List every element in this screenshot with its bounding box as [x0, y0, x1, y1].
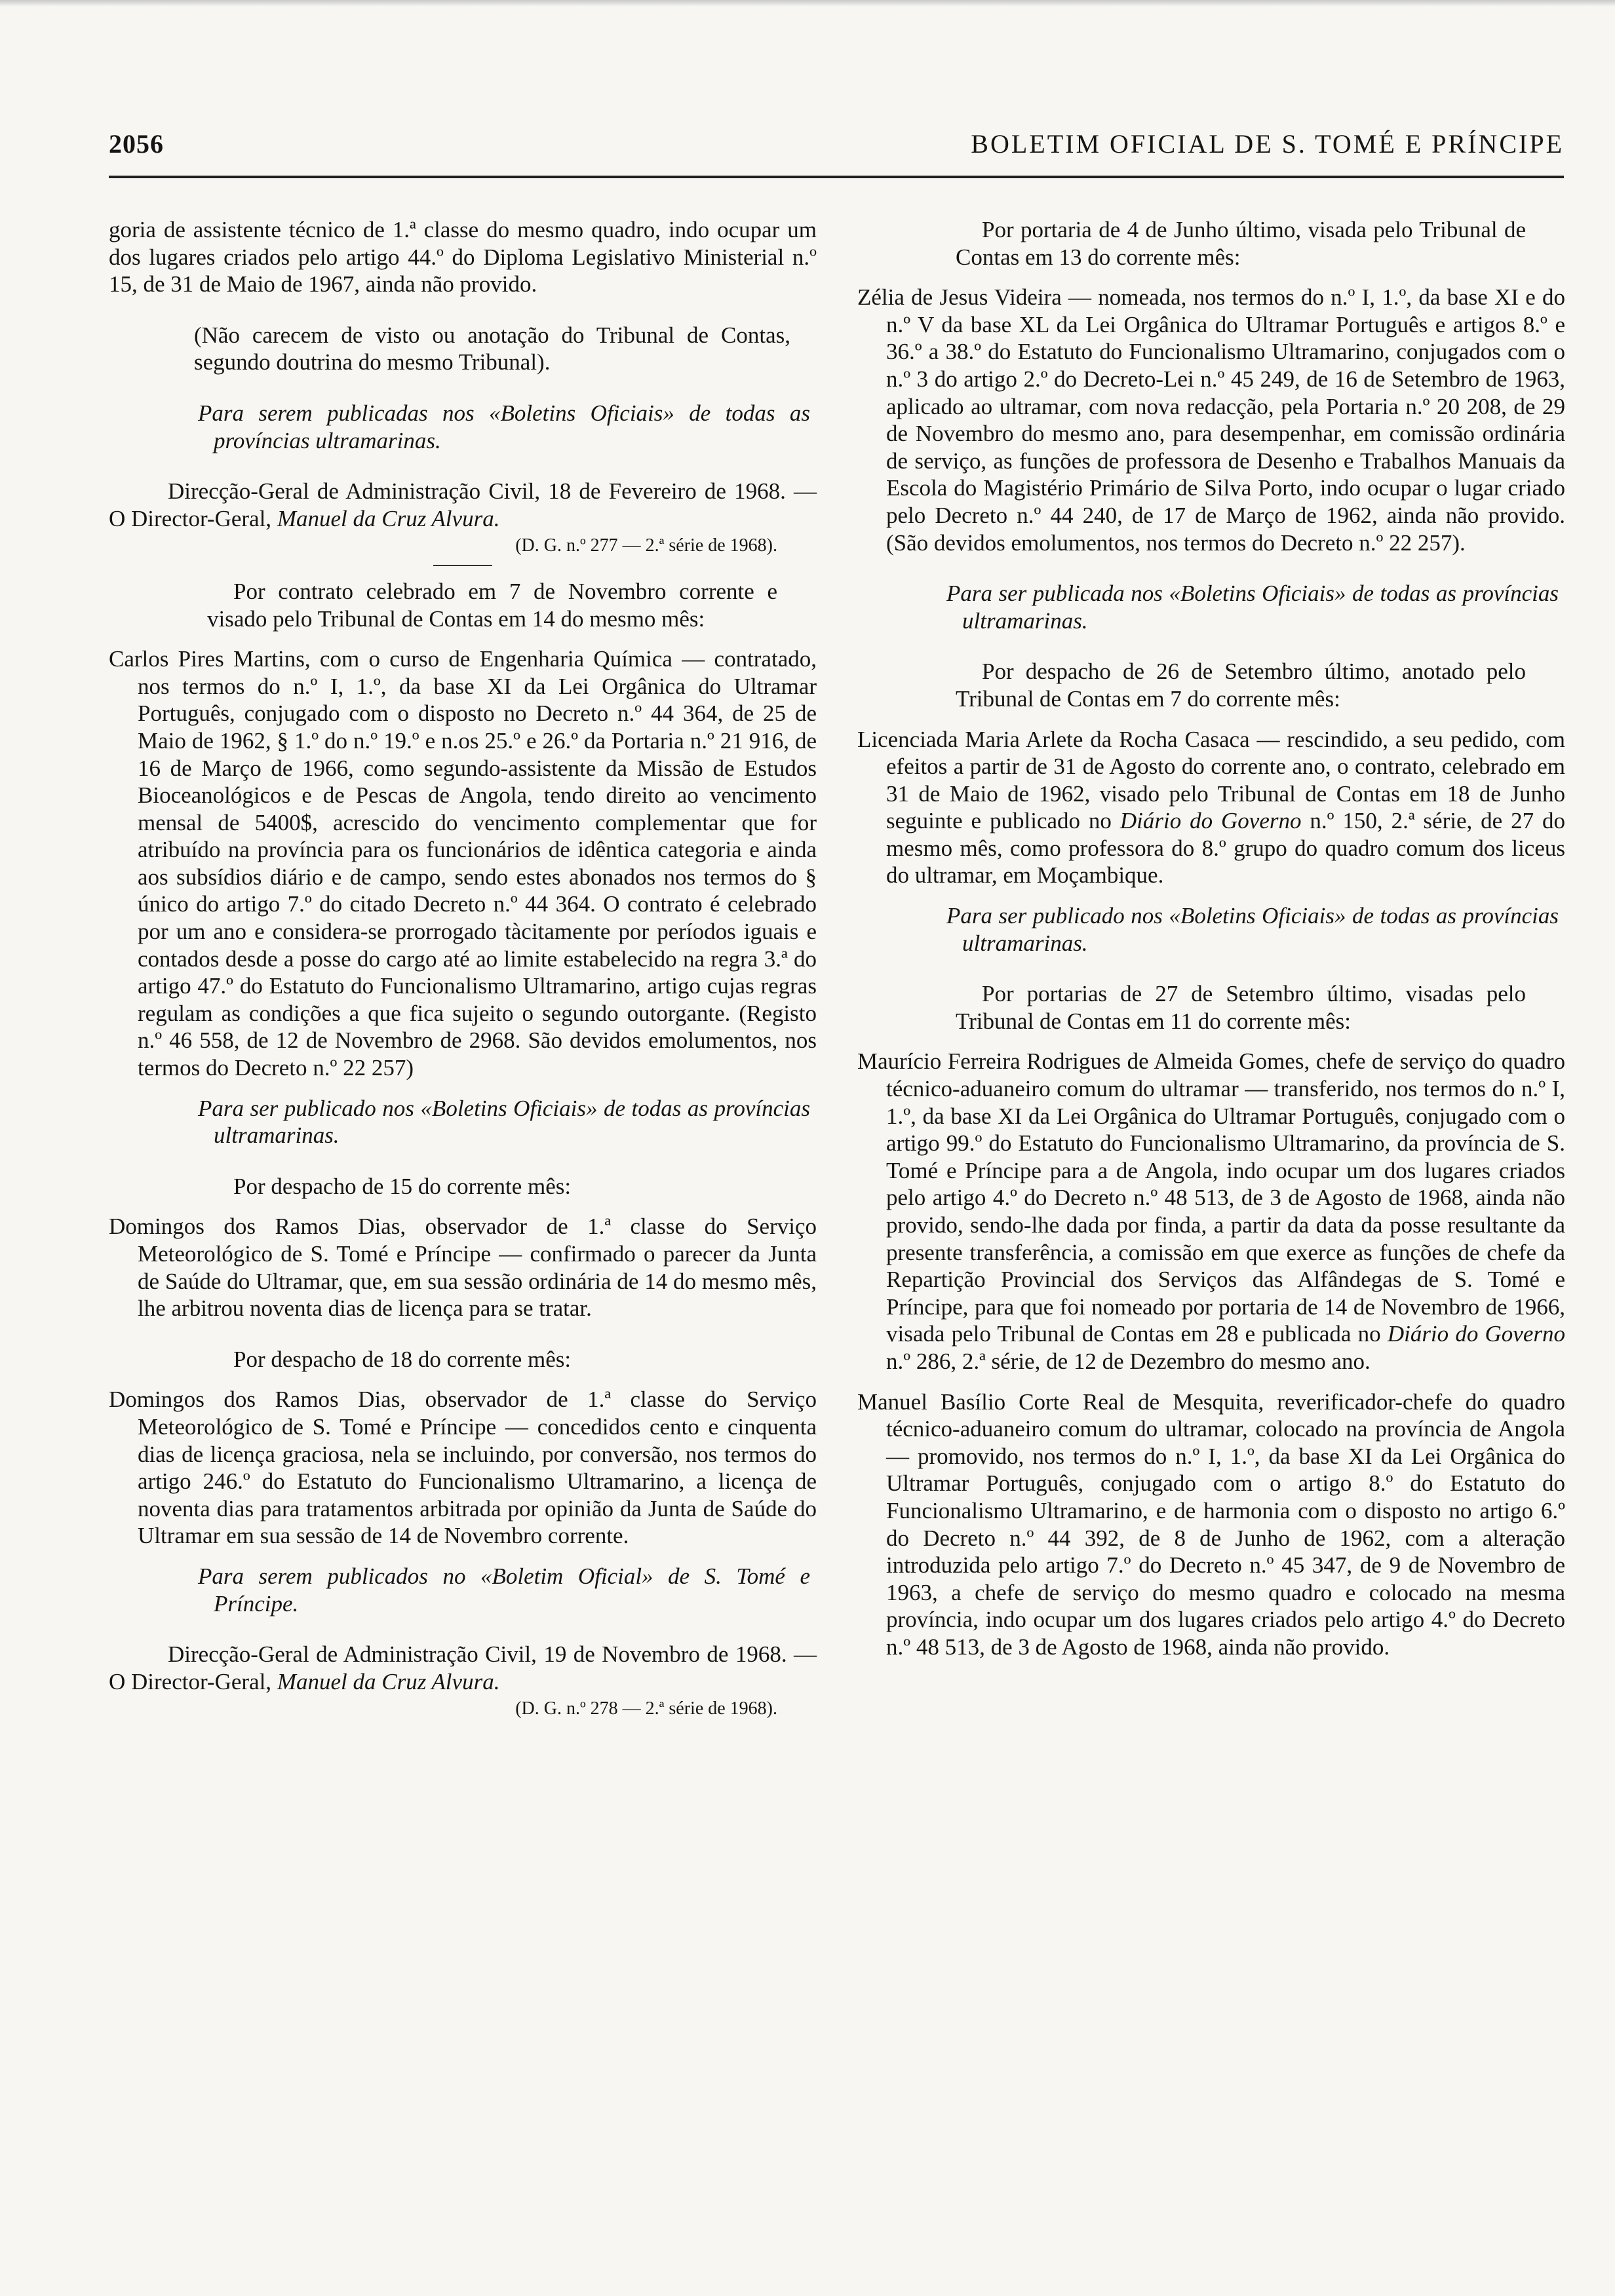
running-title: BOLETIM OFICIAL DE S. TOMÉ E PRÍNCIPE	[971, 129, 1564, 159]
publication-note: Para ser publicado nos «Boletins Oficiais» de todas as províncias ultramarinas.	[946, 903, 1559, 956]
publication-note: Para ser publicada nos «Boletins Oficiais» de todas as províncias ultramarinas.	[946, 581, 1559, 634]
dispatch-heading: Por despacho de 15 do corrente mês:	[233, 1173, 572, 1199]
gazette-reference: (D. G. n.º 278 — 2.ª série de 1968).	[515, 1698, 777, 1719]
header-rule	[109, 176, 1564, 178]
journal-title: Diário do Governo	[1387, 1321, 1565, 1347]
dispatch-heading: Por portaria de 4 de Junho último, visada pelo Tribunal de Contas em 13 do corrente mês:	[956, 217, 1526, 270]
dispatch-heading: Por portarias de 27 de Setembro último, visadas pelo Tribunal de Contas em 11 do corrente mês:	[956, 981, 1526, 1034]
page-header	[109, 128, 1564, 168]
signature-line	[109, 478, 817, 532]
entry-text: Maurício Ferreira Rodrigues de Almeida Gomes, chefe de serviço do quadro técnico-aduaneiro comum do ultramar — transferido, nos termos do n.º I, 1.º, da base XI da Lei Orgânica do Ultramar Português, conjugado com o artigo 99.º do Estatuto do Funcionalismo Ultramarino, da província de S. Tomé e Príncipe para a de Angola, indo ocupar um dos lugares criados pelo artigo 4.º do Decreto n.º 48 513, de 3 de Agosto de 1968, ainda não provido, sendo-lhe dada por finda, a partir da data da posse resultante da presente transferência, a comissão em que exerce as funções de chefe da Repartição Provincial dos Serviços das Alfândegas de S. Tomé e Príncipe, para que foi nomeado por portaria de 14 de Novembro de 1966, visada pelo Tribunal de Contas em 28 e publicada no	[857, 1048, 1565, 1347]
signature-text: Direcção-Geral de Administração Civil, 19 de Novembro de 1968. — O Director-Geral,	[109, 1641, 817, 1694]
dispatch-heading: Por contrato celebrado em 7 de Novembro corrente e visado pelo Tribunal de Contas em 14 do mesmo mês:	[207, 578, 777, 632]
appointment-entry	[857, 1048, 1565, 1375]
entry-text: Licenciada Maria Arlete da Rocha Casaca — rescindido, a seu pedido, com efeitos a partir de 31 de Agosto do corrente ano, o contrato, celebrado em 31 de Maio de 1962, visado pelo Tribunal de Contas em 18 de Junho seguinte e publicado no	[857, 726, 1565, 834]
entry-text: n.º 150, 2.ª série, de 27 do mesmo mês, como professora do 8.º grupo do quadro comum dos liceus do ultramar, em Moçambique.	[886, 808, 1566, 889]
journal-title: Diário do Governo	[1119, 808, 1302, 834]
dispatch-heading: Por despacho de 18 do corrente mês:	[233, 1346, 572, 1372]
appointment-entry	[857, 726, 1565, 890]
left-column	[109, 216, 817, 1723]
signatory-name: Manuel da Cruz Alvura.	[277, 1668, 500, 1694]
page-number: 2056	[109, 129, 164, 159]
signature-line	[109, 1641, 817, 1695]
paragraph-continuation: goria de assistente técnico de 1.ª classe do mesmo quadro, indo ocupar um dos lugares criados pelo artigo 44.º do Diploma Legislativo Ministerial n.º 15, de 31 de Maio de 1967, ainda não provido.	[109, 217, 817, 297]
gazette-reference: (D. G. n.º 277 — 2.ª série de 1968).	[515, 535, 777, 556]
appointment-entry: Domingos dos Ramos Dias, observador de 1.ª classe do Serviço Meteorológico de S. Tomé e Príncipe — confirmado o parecer da Junta de Saúde do Ultramar, que, em sua sessão ordinária de 14 do mesmo mês, lhe arbitrou noventa dias de licença para se tratar.	[109, 1214, 817, 1322]
publication-note: Para serem publicados no «Boletim Oficial» de S. Tomé e Príncipe.	[198, 1563, 810, 1617]
publication-note: Para serem publicadas nos «Boletins Oficiais» de todas as províncias ultramarinas.	[198, 400, 810, 453]
appointment-entry: Zélia de Jesus Videira — nomeada, nos termos do n.º I, 1.º, da base XI e do n.º V da base XL da Lei Orgânica do Ultramar Português e artigos 8.º e 36.º a 38.º do Estatuto do Funcionalismo Ultramarino, conjugados com o n.º 3 do artigo 2.º do Decreto-Lei n.º 45 249, de 16 de Setembro de 1963, aplicado ao ultramar, com nova redacção, pela Portaria n.º 20 208, de 29 de Novembro do mesmo ano, para desempenhar, em comissão ordinária de serviço, as funções de professora de Desenho e Trabalhos Manuais da Escola do Magistério Primário de Silva Porto, indo ocupar o lugar criado pelo Decreto n.º 44 240, de 17 de Março de 1962, ainda não provido. (São devidos emolumentos, nos termos do Decreto n.º 22 257).	[857, 284, 1565, 556]
publication-note: Para ser publicado nos «Boletins Oficiais» de todas as províncias ultramarinas.	[198, 1095, 810, 1149]
appointment-entry: Manuel Basílio Corte Real de Mesquita, reverificador-chefe do quadro técnico-aduaneiro comum do ultramar, colocado na província de Angola — promovido, nos termos do n.º I, 1.º, da base XI da Lei Orgânica do Ultramar Português, conjugado com o artigo 8.º do Estatuto do Funcionalismo Ultramarino, e de harmonia com o disposto no artigo 6.º do Decreto n.º 44 392, de 8 de Junho de 1962, com a alteração introduzida pelo artigo 7.º do Decreto n.º 45 347, de 9 de Novembro de 1963, a chefe de serviço do mesmo quadro e colocado na mesma província, indo ocupar um dos lugares criados pelo artigo 4.º do Decreto n.º 48 513, de 3 de Agosto de 1968, ainda não provido.	[857, 1388, 1565, 1660]
dispatch-heading: Por despacho de 26 de Setembro último, anotado pelo Tribunal de Contas em 7 do corrente mês:	[956, 659, 1526, 712]
visa-note: (Não carecem de visto ou anotação do Tribunal de Contas, segundo doutrina do mesmo Tribunal).	[194, 322, 790, 375]
signature-text: Direcção-Geral de Administração Civil, 18 de Fevereiro de 1968. — O Director-Geral,	[109, 478, 817, 531]
signatory-name: Manuel da Cruz Alvura.	[277, 505, 500, 531]
entry-text: n.º 286, 2.ª série, de 12 de Dezembro do mesmo ano.	[886, 1348, 1371, 1374]
right-column	[857, 216, 1565, 1661]
appointment-entry: Domingos dos Ramos Dias, observador de 1.ª classe do Serviço Meteorológico de S. Tomé e Príncipe — concedidos cento e cinquenta dias de licença graciosa, nela se incluindo, por conversão, nos termos do artigo 246.º do Estatuto do Funcionalismo Ultramarino, a licença de noventa dias para tratamentos arbitrada por opinião da Junta de Saúde do Ultramar em sua sessão de 14 de Novembro corrente.	[109, 1387, 817, 1549]
scan-edge	[0, 0, 1615, 7]
section-divider	[433, 565, 492, 566]
appointment-entry: Carlos Pires Martins, com o curso de Engenharia Química — contratado, nos termos do n.º I, 1.º, da base XI da Lei Orgânica do Ultramar Português, conjugado com o disposto no Decreto n.º 44 364, de 25 de Maio de 1962, § 1.º do n.º 19.º e n.os 25.º e 26.º da Portaria n.º 21 916, de 16 de Março de 1966, como segundo-assistente da Missão de Estudos Bioceanológicos e de Pescas de Angola, tendo direito ao vencimento mensal de 5400$, acrescido do vencimento complementar que for atribuído na província para os funcionários de idêntica categoria e ainda aos subsídios diário e de campo, sendo estes abonados nos termos do § único do artigo 7.º do citado Decreto n.º 44 364. O contrato é celebrado por um ano e considera-se prorrogado tàcitamente por períodos iguais e contados desde a posse do cargo até ao limite estabelecido na regra 3.ª do artigo 47.º do Estatuto do Funcionalismo Ultramarino, artigo cujas regras regulam as condições a que fica sujeito o segundo outorgante. (Registo n.º 46 558, de 12 de Novembro de 2968. São devidos emolumentos, nos termos do Decreto n.º 22 257)	[109, 646, 817, 1081]
